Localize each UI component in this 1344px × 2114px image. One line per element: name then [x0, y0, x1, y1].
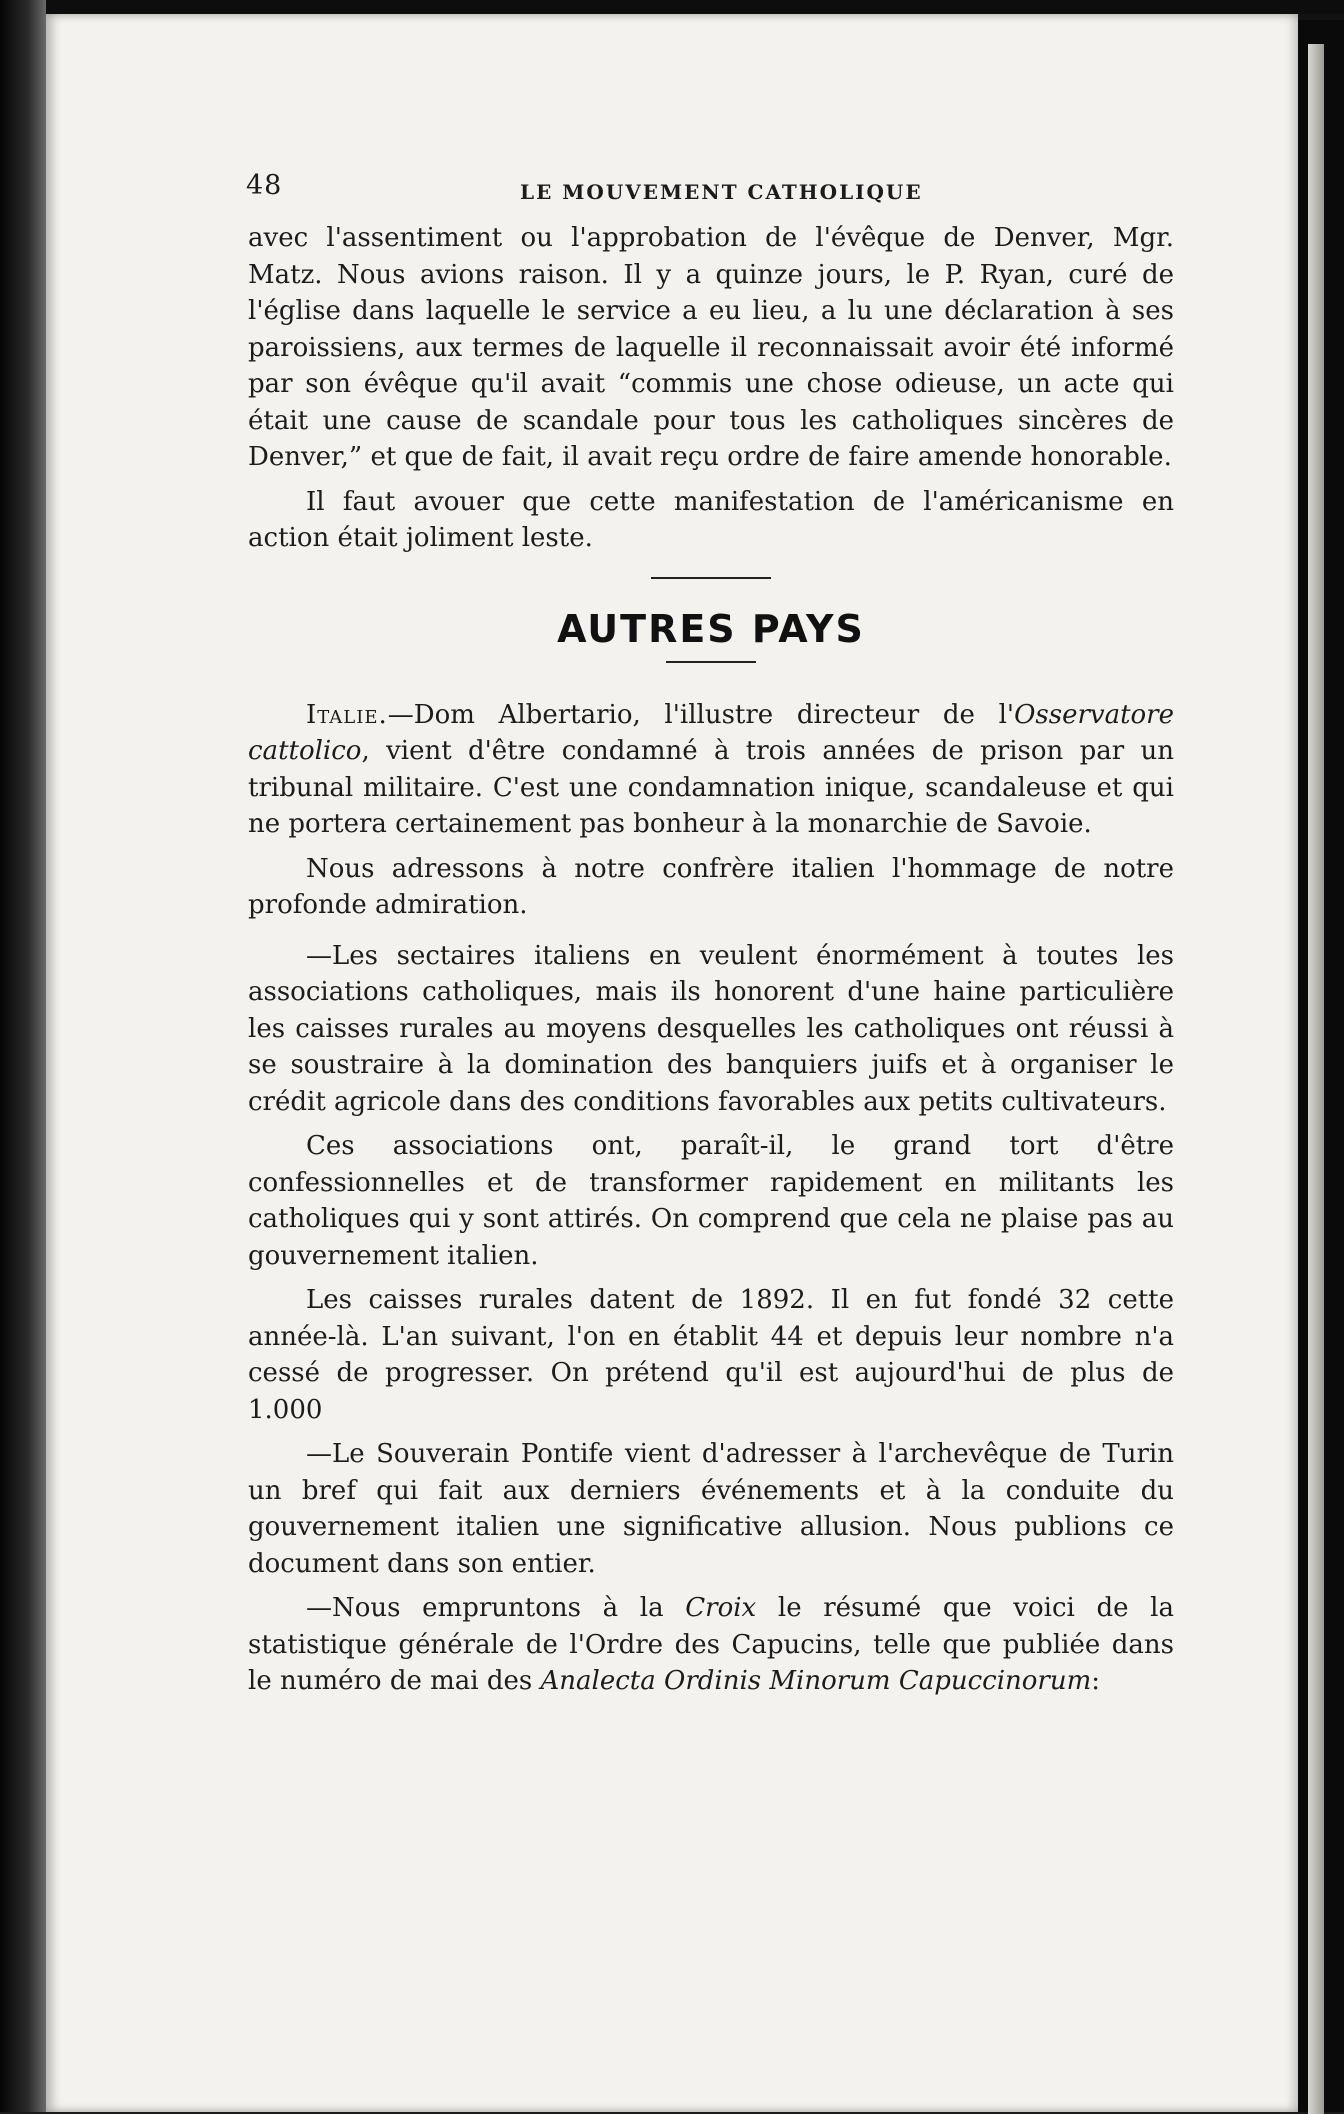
paragraph-souverain-pontife: —Le Souverain Pontife vient d'adresser à l'archevêque de Turin un bref qui fait aux derniers événements et à la conduite du gouvernement italien une significative allusion. Nous publions ce document dans son entier. [248, 1439, 1174, 1579]
paragraph-dates: Les caisses rurales datent de 1892. Il en fut fondé 32 cette année-là. L'an suivant, l'on en établit 44 et depuis leur nombre n'a cessé de progresser. On prétend qu'il est aujourd'hui de plus de 1.000 [248, 1285, 1174, 1425]
page-edge-shadow [1308, 44, 1324, 2114]
italie-text-a: —Dom Albertario, l'illustre directeur de l' [387, 699, 1015, 730]
capucins-text-b: le résumé que voici de la statistique générale de l'Ordre des Capucins, telle que publiée dans le numéro de mai des [248, 1593, 1174, 1696]
page-text-block [248, 170, 1174, 1700]
capucins-text-c: : [1091, 1666, 1101, 1696]
paragraph-confessionnelles: Ces associations ont, paraît-il, le grand tort d'être confessionnelles et de transformer rapidement en militants les catholiques qui y sont attirés. On comprend que cela ne plaise pas au gouvernement italien. [248, 1131, 1174, 1271]
italie-text-b: , vient d'être condamné à trois années de prison par un tribunal militaire. C'est une condamnation inique, scandaleuse et qui ne portera certainement pas bonheur à la monarchie de Savoie. [248, 736, 1174, 839]
page-number: 48 [246, 170, 283, 201]
running-head [248, 170, 1174, 220]
capucins-text-a: —Nous empruntons à la [306, 1593, 686, 1623]
section-rule-top [651, 577, 771, 579]
analecta-title: Analecta Ordinis Minorum Capuccinorum [540, 1666, 1092, 1696]
croix-title: Croix [685, 1593, 757, 1623]
country-lead: Italie. [306, 699, 388, 730]
paragraph-americanisme: Il faut avouer que cette manifestation de l'américanisme en action était joliment leste. [248, 486, 1174, 553]
paragraph-hommage: Nous adressons à notre confrère italien l'hommage de notre profonde admiration. [248, 853, 1174, 920]
paragraph-caisses-rurales: —Les sectaires italiens en veulent énormément à toutes les associations catholiques, mais ils honorent d'une haine particulière les caisses rurales au moyens desquelles les catholiques ont réussi à se soustraire à la domination des banquiers juifs et à organiser le crédit agricole dans des conditions favorables aux petits cultivateurs. [248, 940, 1174, 1117]
newspaper-title: Osservatore cattolico [248, 699, 1174, 766]
paragraph-italie [248, 697, 1174, 843]
paragraph-capucins [248, 1590, 1174, 1700]
scan-left-edge [0, 0, 46, 2112]
running-title: LE MOUVEMENT CATHOLIQUE [520, 180, 923, 204]
section-heading: AUTRES PAYS [557, 606, 865, 651]
scan-top-edge [0, 0, 1344, 14]
paragraph-denver: avec l'assentiment ou l'approbation de l'évêque de Denver, Mgr. Matz. Nous avions raison. Il y a quinze jours, le P. Ryan, curé de l'église dans laquelle le service a eu lieu, a lu une déclaration à ses paroissiens, aux termes de laquelle il reconnaissait avoir été informé par son évêque qu'il avait “commis une chose odieuse, un acte qui était une cause de scandale pour tous les catholiques sincères de Denver,” et que de fait, il avait reçu ordre de faire amende honorable. [248, 223, 1174, 472]
